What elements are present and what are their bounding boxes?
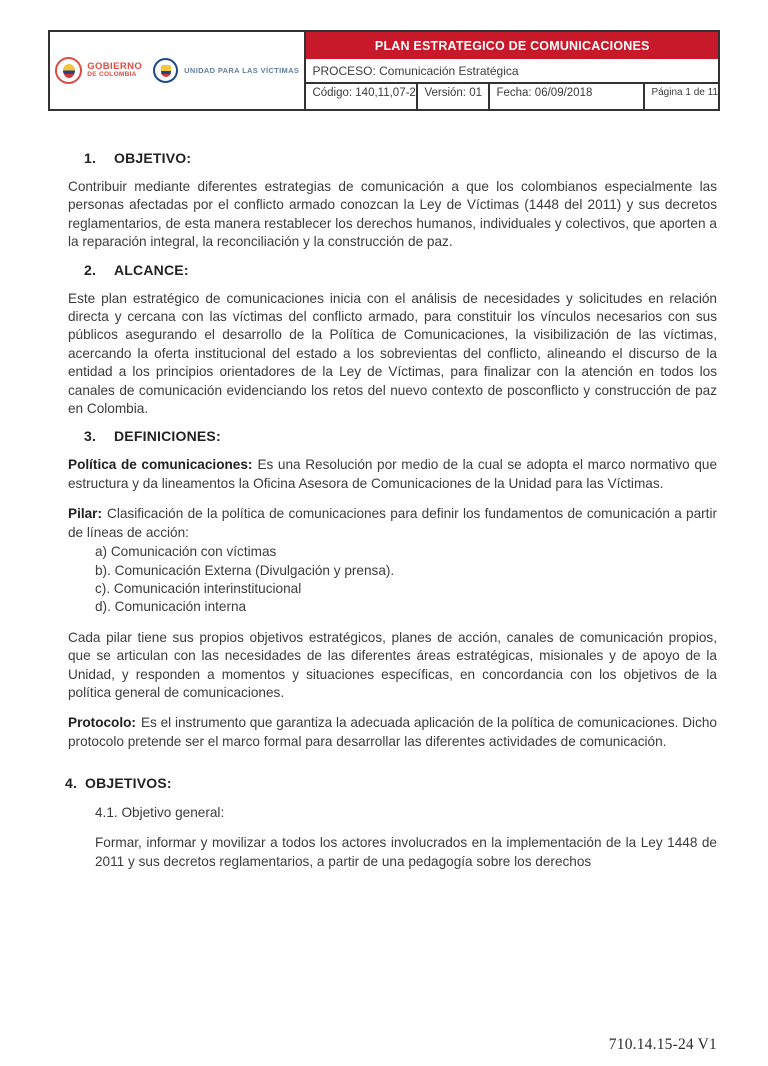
meta-row xyxy=(306,84,718,109)
pilar-item-c: c). Comunicación interinstitucional xyxy=(95,580,302,596)
section-4-1-subheading: 4.1. Objetivo general: xyxy=(95,805,225,821)
gobierno-logo-text xyxy=(87,62,142,79)
section-1-title: OBJETIVO: xyxy=(114,150,192,166)
definition-politica-term: Política de comunicaciones: xyxy=(68,457,253,473)
codigo-cell: Código: 140,11,07-2 xyxy=(306,84,418,109)
section-2-paragraph: Este plan estratégico de comunicaciones inicia con el análisis de necesidades y solicitudes en relación directa y cercana con las víctimas del conflicto armado, para constituir los vínculos necesarios con sus públicos asegurando el desarrollo de la Política de Comunicaciones, la visibilización de las víctimas, acercando la oferta institucional del estado a los sobrevientas del conflicto, alineando el discurso de la entidad a los principios orientadores de la Ley de Víctimas, para finalizar con la atención en todos los canales de comunicación evidenciando los retos del nuevo contexto de posconflicto y construcción de paz en Colombia. xyxy=(68,290,717,417)
gobierno-coat-of-arms-icon xyxy=(63,64,75,78)
section-1-number: 1. xyxy=(84,150,97,166)
definition-protocolo-term: Protocolo: xyxy=(68,715,136,731)
definition-protocolo xyxy=(68,714,717,751)
section-2-title: ALCANCE: xyxy=(114,261,189,278)
section-4-title: OBJETIVOS: xyxy=(85,775,172,792)
header-table xyxy=(48,30,720,111)
gobierno-logo-line2: DE COLOMBIA xyxy=(87,71,137,79)
section-1-paragraph: Contribuir mediante diferentes estrategias de comunicación a que los colombianos especialmente las personas afectadas por el conflicto armado conozcan la Ley de Víctimas (1448 del 2011) y sus decretos reglamentarios, de esta manera restablecer los derechos humanos, individuales y colectivos, que aporten a la reparación integral, la reconciliación y la construcción de paz. xyxy=(68,179,717,250)
section-4-1-paragraph: Formar, informar y movilizar a todos los actores involucrados en la implementación de la Ley 1448 de 2011 y sus decretos reglamentarios, a partir de una pedagogía sobre los derechos xyxy=(95,835,717,869)
gobierno-logo-line1: GOBIERNO xyxy=(87,61,143,73)
version-cell: Versión: 01 xyxy=(418,84,490,109)
pilar-item-b: b). Comunicación Externa (Divulgación y prensa). xyxy=(95,562,395,578)
definition-politica-text: Es una Resolución por medio de la cual se adopta el marco normativo que estructura y da lineamentos la Oficina Asesora de Comunicaciones de la Unidad para las Víctimas. xyxy=(68,457,718,491)
section-3-title: DEFINICIONES: xyxy=(114,428,221,445)
pagina-cell: Página 1 de 11 xyxy=(651,87,718,98)
definition-politica xyxy=(68,456,717,493)
footer-doc-code: 710.14.15-24 V1 xyxy=(608,1036,717,1053)
unidad-shield-icon xyxy=(161,65,171,77)
pilar-item-a: a) Comunicación con víctimas xyxy=(95,544,277,560)
definition-pilar-term: Pilar: xyxy=(68,506,102,522)
unidad-victimas-logo xyxy=(153,58,299,83)
gobierno-de-colombia-logo xyxy=(55,57,142,84)
section-3-number: 3. xyxy=(84,428,97,445)
section-2-heading xyxy=(84,262,768,278)
logo-cell xyxy=(50,32,306,109)
definition-pilar xyxy=(68,505,717,542)
pilar-list xyxy=(95,543,768,617)
header-title-cell xyxy=(306,32,718,109)
unidad-seal-icon xyxy=(153,58,178,83)
unidad-logo-label: UNIDAD PARA LAS VÍCTIMAS xyxy=(184,66,300,75)
definition-protocolo-text: Es el instrumento que garantiza la adecuada aplicación de la política de comunicaciones. Dicho protocolo pretende ser el marco formal para desarrollar las diferentes actividades de comunicación. xyxy=(68,715,717,749)
document-title-banner: PLAN ESTRATEGICO DE COMUNICACIONES xyxy=(306,32,718,59)
gobierno-seal-icon xyxy=(55,57,82,84)
section-2-number: 2. xyxy=(84,261,97,278)
section-3-heading xyxy=(84,428,768,444)
cada-pilar-paragraph: Cada pilar tiene sus propios objetivos estratégicos, planes de acción, canales de comunicación propios, que se articulan con las necesidades de las diferentes áreas estratégicas, misionales y de apoyo de la Unidad, y responden a momentos y situaciones específicas, en concordancia con los objetivos de la política general de comunicaciones. xyxy=(68,629,717,700)
section-4-number: 4. xyxy=(65,775,78,792)
section-4-heading xyxy=(65,775,768,791)
pilar-item-d: d). Comunicación interna xyxy=(95,599,247,615)
fecha-cell: Fecha: 06/09/2018 xyxy=(490,84,645,109)
definition-pilar-text: Clasificación de la política de comunicaciones para definir los fundamentos de comunicación a partir de líneas de acción: xyxy=(68,506,717,540)
process-row: PROCESO: Comunicación Estratégica xyxy=(306,59,718,84)
section-1-heading xyxy=(84,150,768,166)
